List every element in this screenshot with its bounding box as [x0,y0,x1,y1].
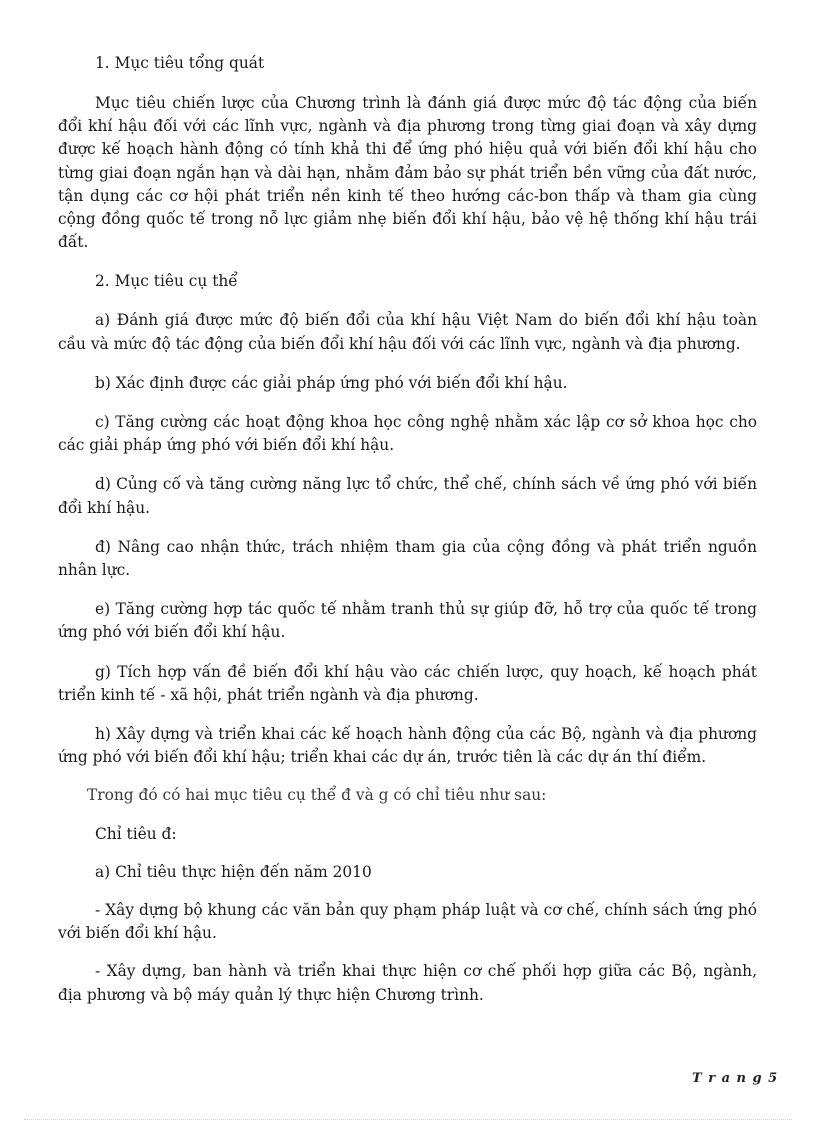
objective-item-d: d) Củng cố và tăng cường năng lực tổ chức, thể chế, chính sách về ứng phó với biến đổi khí hậu. [58,475,757,517]
document-page [58,52,757,1007]
page-number: T r a n g 5 [692,1071,779,1086]
objective-item-b: b) Xác định được các giải pháp ứng phó với biến đổi khí hậu. [95,373,568,392]
objective-item-c: c) Tăng cường các hoạt động khoa học công nghệ nhằm xác lập cơ sở khoa học cho các giải pháp ứng phó với biến đổi khí hậu. [58,413,757,455]
objective-item-a: a) Đánh giá được mức độ biến đổi của khí hậu Việt Nam do biến đổi khí hậu toàn cầu và mức độ tác động của biến đổi khí hậu đối với các lĩnh vực, ngành và địa phương. [58,311,757,353]
page-bottom-divider [24,1119,792,1120]
objective-item-dd: đ) Nâng cao nhận thức, trách nhiệm tham gia của cộng đồng và phát triển nguồn nhân lực. [58,537,757,580]
objective-item-h: h) Xây dựng và triển khai các kế hoạch hành động của các Bộ, ngành và địa phương ứng phó với biến đổi khí hậu; triển khai các dự án, trước tiên là các dự án thí điểm. [58,725,757,767]
section2-heading: 2. Mục tiêu cụ thể [95,272,238,291]
targets-intro: Trong đó có hai mục tiêu cụ thể đ và g có chỉ tiêu như sau: [87,786,547,805]
objective-item-e: e) Tăng cường hợp tác quốc tế nhằm tranh thủ sự giúp đỡ, hỗ trợ của quốc tế trong ứng phó với biến đổi khí hậu. [58,600,757,642]
general-objective-paragraph: Mục tiêu chiến lược của Chương trình là đánh giá được mức độ tác động của biến đổi khí hậu đối với các lĩnh vực, ngành và địa phương trong từng giai đoạn và xây dựng được kế hoạch hành động có tính khả thi để ứng phó hiệu quả với biến đổi khí hậu cho từng giai đoạn ngắn hạn và dài hạn, nhằm đảm bảo sự phát triển bền vững của đất nước, tận dụng các cơ hội phát triển nền kinh tế theo hướng các-bon thấp và tham gia cùng cộng đồng quốc tế trong nỗ lực giảm nhẹ biến đổi khí hậu, bảo vệ hệ thống khí hậu trái đất. [58,94,757,252]
target-bullet-2: - Xây dựng, ban hành và triển khai thực hiện cơ chế phối hợp giữa các Bộ, ngành, địa phương và bộ máy quản lý thực hiện Chương trình. [58,962,757,1004]
target-label: Chỉ tiêu đ: [95,824,177,843]
target-a-heading: a) Chỉ tiêu thực hiện đến năm 2010 [95,862,372,881]
section1-heading: 1. Mục tiêu tổng quát [95,54,265,72]
target-bullet-1: - Xây dựng bộ khung các văn bản quy phạm pháp luật và cơ chế, chính sách ứng phó với biến đổi khí hậu. [58,901,757,943]
objective-item-g: g) Tích hợp vấn đề biến đổi khí hậu vào các chiến lược, quy hoạch, kế hoạch phát triển kinh tế - xã hội, phát triển ngành và địa phương. [58,662,757,704]
